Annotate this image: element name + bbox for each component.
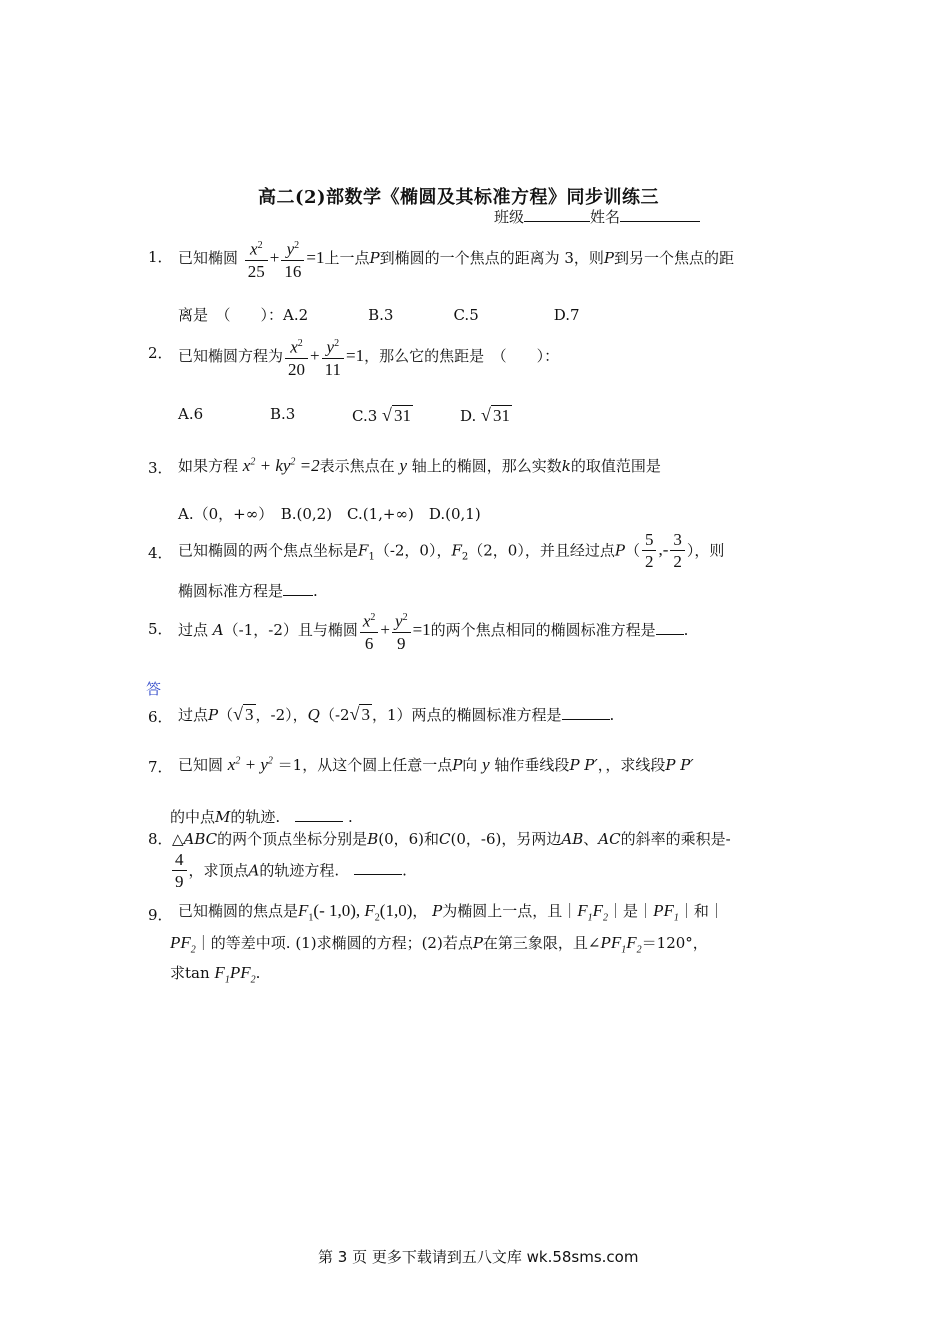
page-footer: 第 3 页 更多下载请到五八文库 wk.58sms.com [318, 1248, 639, 1266]
question-6-number: 6． [148, 708, 173, 726]
question-3-number: 3． [148, 459, 173, 477]
equation-3: $x^2 + ky^2 =2$ [242, 456, 320, 475]
question-1-line-1: 已知椭圆 $\frac{x^2}{25}$ + $\frac{y^2}{16}$ =1上一点P到椭圆的一个焦点的距离为 3，则P到另一个焦点的距 [178, 236, 734, 283]
question-2-option-d: D. √ 31 [460, 405, 510, 425]
question-8-line-2: $\frac{4}{9}$ ，求顶点A的轨迹方程. . [170, 850, 407, 893]
name-label: 姓名 [590, 208, 621, 226]
question-2-option-a: A.6 [178, 405, 204, 423]
question-9-line-2: $PF_2|$的等差中项. (1)求椭圆的方程；(2)若点P在第三象限，且$\angle PF_1F_2=120^\circ$， [170, 933, 708, 956]
question-4-line-1: 已知椭圆的两个焦点坐标是$F_1(-2$，0），$F_2(2$，0），并且经过点P（ $\frac{5}{2}$ ,- $\frac{3}{2}$ ），则 [178, 530, 725, 571]
question-8-number: 8． [148, 830, 173, 848]
name-blank [620, 221, 700, 222]
question-3-line-1: 如果方程 $x^2 + ky^2 =2$表示焦点在 y 轴上的椭圆，那么实数k的取值范围是 [178, 456, 661, 475]
class-label: 班级 [494, 208, 525, 226]
question-4-line-2: 椭圆标准方程是 . [178, 582, 318, 600]
class-name-line [494, 206, 700, 227]
question-2-number: 2． [148, 344, 173, 362]
question-2-option-b: B.3 [270, 405, 296, 423]
question-7-number: 7． [148, 758, 173, 776]
question-8-line-1: △ABC的两个顶点坐标分别是B(0，6)和C(0，-6)，另两边AB、AC的斜率的乘积是- [172, 830, 731, 848]
question-4-number: 4． [148, 544, 173, 562]
question-9-number: 9． [148, 906, 173, 924]
question-5-line-1: 过点 A（-1，-2）且与椭圆 $\frac{x^2}{6}$ + $\frac{y^2}{9}$ =1的两个焦点相同的椭圆标准方程是 . [178, 608, 688, 655]
page-title: 高二(2)部数学《椭圆及其标准方程》同步训练三 [258, 187, 660, 208]
question-6-line-1: 过点P（√ 3 ，-2），Q（-2√ 3 ，1）两点的椭圆标准方程是 . [178, 704, 615, 724]
question-1-number: 1． [148, 248, 173, 266]
question-3-options: A.（0，+∞） B.(0,2) C.(1,+∞) D.(0,1) [178, 505, 481, 523]
ellipse-equation-1: $\frac{x^2}{25}$ + $\frac{y^2}{16}$ =1 [243, 248, 325, 267]
question-7-line-1: 已知圆 $x^2 + y^2 =1$，从这个圆上任意一点P向 y 轴作垂线段P P′，，求线段P P′ [178, 755, 694, 774]
answer-label: 答 [146, 680, 162, 698]
question-5-number: 5． [148, 620, 173, 638]
question-2-line-1: 已知椭圆方程为 $\frac{x^2}{20}$ + $\frac{y^2}{11}$ =1，那么它的焦距是 （ ）： [178, 334, 559, 381]
class-blank [524, 221, 590, 222]
question-1-options: 离是 （ ）：A.2 B.3 C.5 D.7 [178, 306, 580, 324]
question-7-line-2: 的中点M的轨迹. . [170, 808, 353, 826]
question-9-line-1: 已知椭圆的焦点是$F_1(-$ 1,0), $F_2(1,0)$， P为椭圆上一点，且$|F_1F_2|$是$|PF_1|$和｜ [178, 901, 724, 924]
question-9-line-3: 求$\tan F_1PF_2$. [170, 963, 261, 986]
question-2-option-c: C.3 √ 31 [352, 405, 411, 425]
ellipse-equation-2: $\frac{x^2}{20}$ + $\frac{y^2}{11}$ =1 [283, 346, 364, 365]
